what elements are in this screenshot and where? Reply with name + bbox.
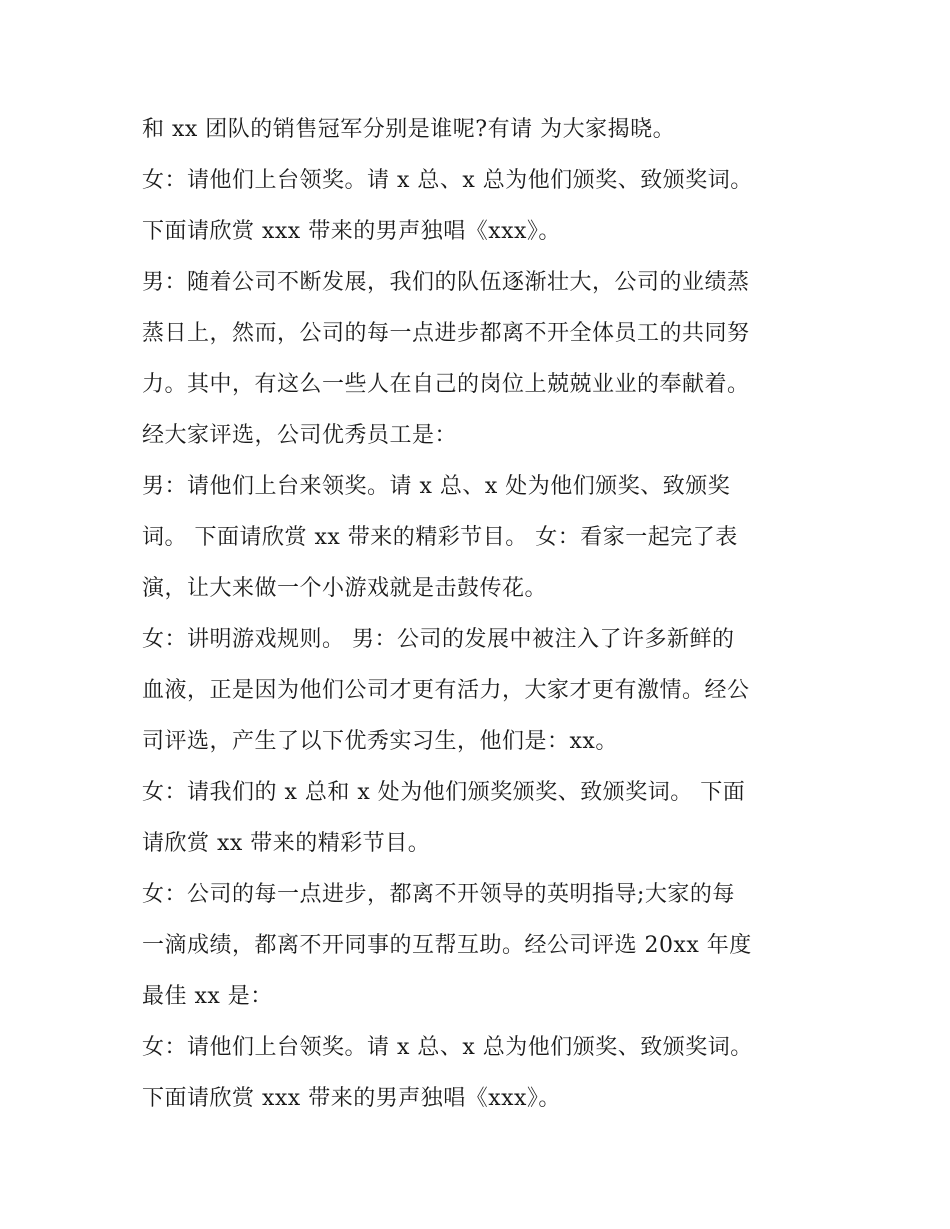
text-line: 下面请欣赏 xxx 带来的男声独唱《xxx》。 xyxy=(142,1086,561,1111)
text-line: 女：公司的每一点进步，都离不开领导的英明指导;大家的每 xyxy=(142,882,735,907)
text-line: 女：请他们上台领奖。请 x 总、x 总为他们颁奖、致颁奖词。 xyxy=(142,168,753,193)
text-line: 司评选，产生了以下优秀实习生，他们是：xx。 xyxy=(142,729,618,754)
text-line: 力。其中，有这么一些人在自己的岗位上兢兢业业的奉献着。 xyxy=(142,372,750,397)
text-line: 下面请欣赏 xxx 带来的男声独唱《xxx》。 xyxy=(142,219,561,244)
text-line: 男：随着公司不断发展，我们的队伍逐渐壮大，公司的业绩蒸 xyxy=(142,270,750,295)
text-line: 请欣赏 xx 带来的精彩节目。 xyxy=(142,831,431,856)
text-line: 血液，正是因为他们公司才更有活力，大家才更有激情。经公 xyxy=(142,678,750,703)
text-line: 蒸日上，然而，公司的每一点进步都离不开全体员工的共同努 xyxy=(142,321,750,346)
text-line: 男：请他们上台来领奖。请 x 总、x 处为他们颁奖、致颁奖 xyxy=(142,474,731,499)
document-body xyxy=(142,104,832,1124)
text-line: 最佳 xx 是： xyxy=(142,984,273,1009)
text-line: 女：请他们上台领奖。请 x 总、x 总为他们颁奖、致颁奖词。 xyxy=(142,1035,753,1060)
text-line: 女：请我们的 x 总和 x 处为他们颁奖颁奖、致颁奖词。 下面 xyxy=(142,780,746,805)
text-line: 女：讲明游戏规则。 男：公司的发展中被注入了许多新鲜的 xyxy=(142,627,735,652)
text-line: 一滴成绩，都离不开同事的互帮互助。经公司评选 20xx 年度 xyxy=(142,933,752,958)
text-line: 经大家评选，公司优秀员工是： xyxy=(142,423,458,448)
text-line: 演，让大来做一个小游戏就是击鼓传花。 xyxy=(142,576,548,601)
text-line: 词。 下面请欣赏 xx 带来的精彩节目。 女：看家一起完了表 xyxy=(142,525,738,550)
text-line: 和 xx 团队的销售冠军分别是谁呢?有请 为大家揭晓。 xyxy=(142,117,676,142)
